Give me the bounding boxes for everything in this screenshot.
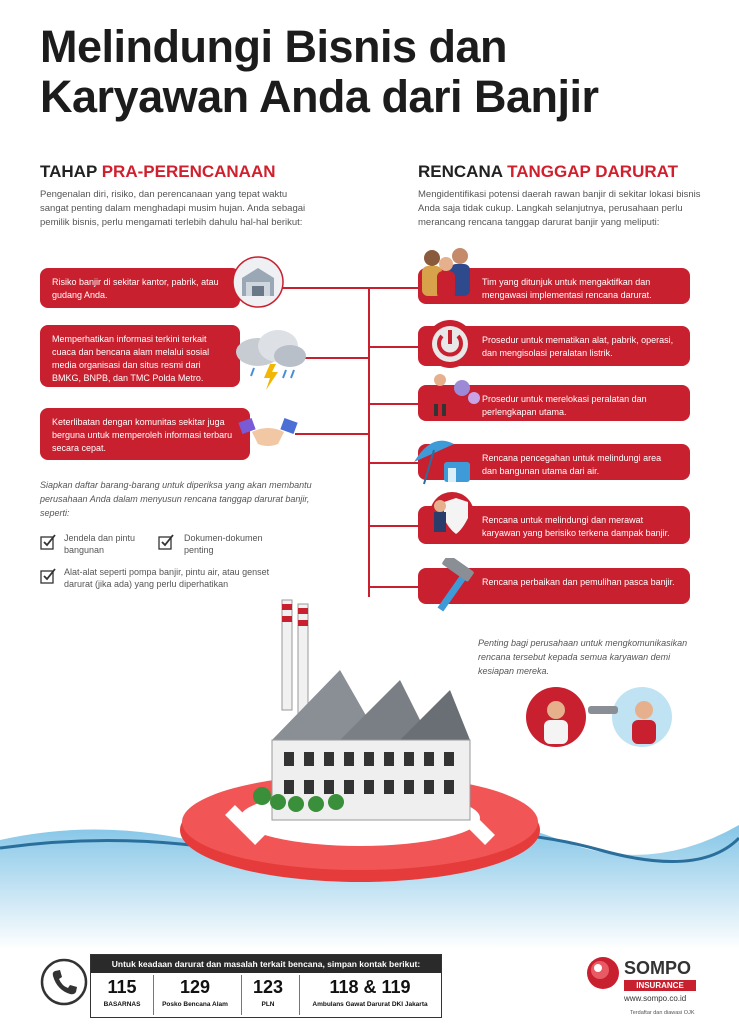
connector-right-5 <box>368 525 418 527</box>
regulator-note: Terdaftar dan diawasi OJK <box>630 1010 695 1016</box>
contact-divider <box>299 975 300 1015</box>
right-item-2: Prosedur untuk mematikan alat, pabrik, operasi, dan mengisolasi peralatan listrik. <box>418 326 690 366</box>
connector-right-6 <box>368 586 418 588</box>
sompo-logo-icon <box>586 956 620 990</box>
power-icon <box>424 318 476 370</box>
connector-right-1 <box>368 287 418 289</box>
connector-left-3 <box>295 433 370 435</box>
checkbox-checked-icon <box>40 534 56 550</box>
left-item-2: Memperhatikan informasi terkini terkait cuaca dan bencana alam melalui sosial media organisasi dan situs resmi dari BMKG, BNPB, dan TMC Polda Metro. <box>40 325 240 387</box>
connector-right-2 <box>368 346 418 348</box>
check-item-1: Jendela dan pintu bangunan <box>64 533 136 555</box>
right-item-1: Tim yang ditunjuk untuk mengaktifkan dan mengawasi implementasi rencana darurat. <box>418 268 690 304</box>
left-item-3: Keterlibatan dengan komunitas sekitar juga berguna untuk memperoleh informasi terbaru secara cepat. <box>40 408 250 460</box>
storm-cloud-icon <box>228 322 312 392</box>
right-heading-part-a: RENCANA <box>418 162 508 181</box>
emergency-contacts-box <box>90 954 442 1018</box>
brand-sub: INSURANCE <box>624 980 696 991</box>
check-item-2: Dokumen-dokumen penting <box>184 533 263 555</box>
left-intro: Pengenalan diri, risiko, dan perencanaan yang tepat waktu sangat penting dalam menghadapi musim hujan. Anda sebagai pemilik bisnis, perlu mengamati terlebih dahulu hal-hal berikut: <box>40 189 306 228</box>
right-section-heading <box>418 162 678 182</box>
right-heading-part-b: TANGGAP DARURAT <box>507 162 679 181</box>
phone-icon <box>40 958 88 1006</box>
left-item-1: Risiko banjir di sekitar kantor, pabrik, atau gudang Anda. <box>40 268 240 308</box>
handshake-icon <box>238 414 298 452</box>
team-icon <box>414 242 478 306</box>
communication-note: Penting bagi perusahaan untuk mengkomunikasikan rencana tersebut kepada semua karyawan demi kesiapan mereka. <box>478 638 688 676</box>
left-section-heading <box>40 162 276 182</box>
title-line-2: Karyawan Anda dari Banjir <box>40 71 599 122</box>
checkbox-checked-icon <box>40 568 56 584</box>
brand-url[interactable]: www.sompo.co.id <box>624 994 687 1003</box>
right-item-4: Rencana pencegahan untuk melindungi area dan bangunan utama dari air. <box>418 444 690 480</box>
contacts-header: Untuk keadaan darurat dan masalah terkait bencana, simpan kontak berikut: <box>91 955 441 973</box>
contact-number-2: 129 <box>179 977 211 997</box>
contact-label-3: PLN <box>261 1001 275 1008</box>
checklist-intro: Siapkan daftar barang-barang untuk diperiksa yang akan membantu perusahaan Anda dalam menyusun rencana tanggap darurat banjir, seperti: <box>40 480 312 518</box>
contact-divider <box>241 975 242 1015</box>
contact-divider <box>153 975 154 1015</box>
right-item-5: Rencana untuk melindungi dan merawat karyawan yang berisiko terkena dampak banjir. <box>418 506 690 544</box>
title-line-1: Melindungi Bisnis dan <box>40 21 508 72</box>
contact-number-3: 123 <box>252 977 284 997</box>
connector-left-1 <box>280 287 370 289</box>
right-intro: Mengidentifikasi potensi daerah rawan banjir di sekitar lokasi bisnis Anda saja tidak cukup. Langkah selanjutnya, perusahaan perlu merancang rencana tanggap darurat banjir yang meliputi: <box>418 189 701 228</box>
connector-right-3 <box>368 403 418 405</box>
contact-label-2: Posko Bencana Alam <box>162 1001 228 1008</box>
checkbox-checked-icon <box>158 534 174 550</box>
connector-vertical <box>368 287 370 597</box>
left-heading-part-b: PRA-PERENCANAAN <box>101 162 276 181</box>
contact-label-1: BASARNAS <box>103 1001 141 1008</box>
connector-left-2 <box>305 357 370 359</box>
contact-number-4: 118 & 119 <box>329 977 411 997</box>
contact-label-4: Ambulans Gawat Darurat DKI Jakarta <box>312 1001 428 1008</box>
contact-number-1: 115 <box>107 977 137 997</box>
umbrella-icon <box>410 432 476 488</box>
warehouse-icon <box>232 256 284 308</box>
brand-name: SOMPO <box>624 958 692 978</box>
shield-person-icon <box>426 490 480 548</box>
left-heading-part-a: TAHAP <box>40 162 102 181</box>
page-title <box>40 22 720 122</box>
right-item-3: Prosedur untuk merelokasi peralatan dan perlengkapan utama. <box>418 385 690 421</box>
factory-flood-illustration <box>0 590 739 950</box>
check-item-3: Alat-alat seperti pompa banjir, pintu air, atau genset darurat (jika ada) yang perlu diperhatikan <box>64 567 270 589</box>
relocation-icon <box>426 372 482 418</box>
right-item-6: Rencana perbaikan dan pemulihan pasca banjir. <box>418 568 690 604</box>
